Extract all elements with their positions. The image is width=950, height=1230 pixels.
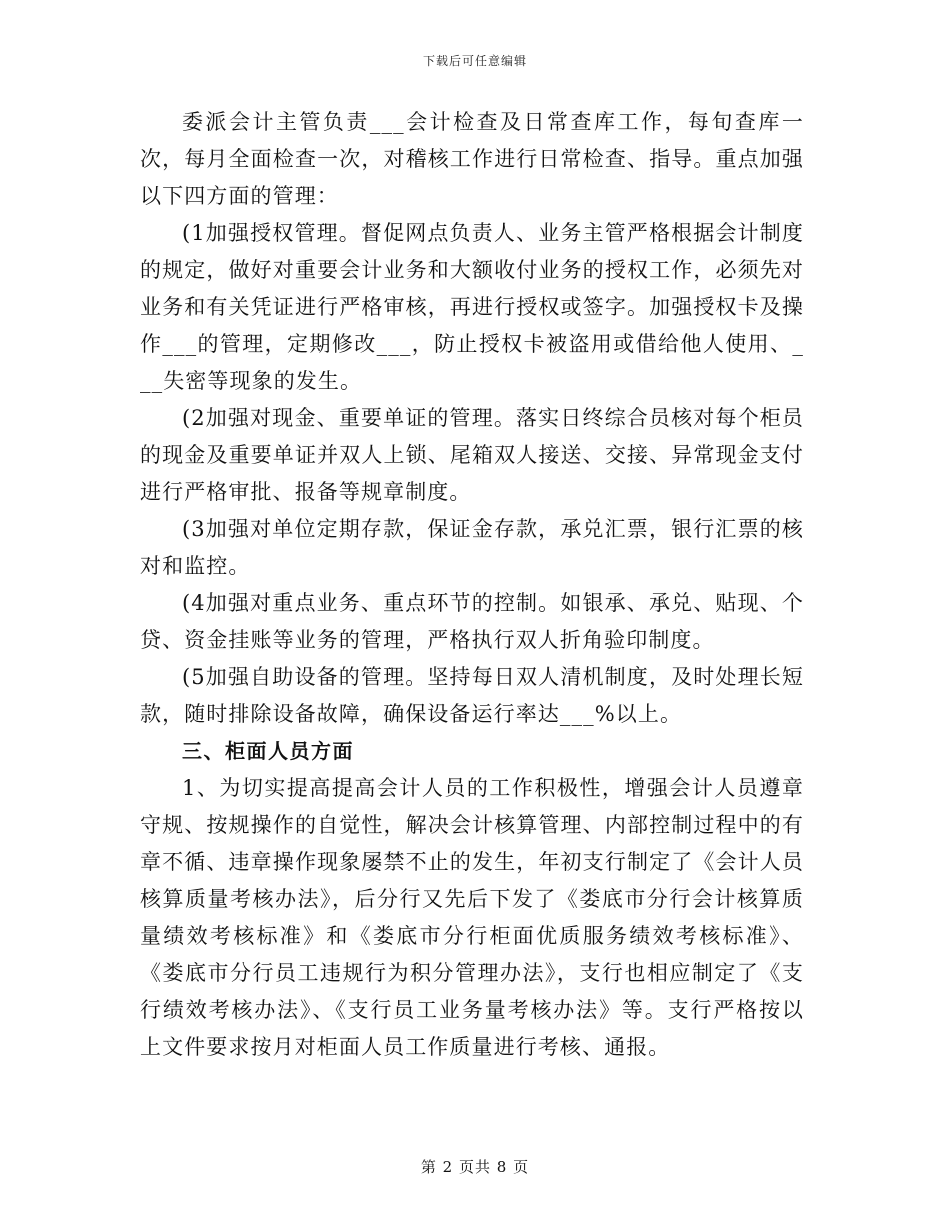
header-note: 下载后可任意编辑 bbox=[422, 54, 527, 68]
paragraph-staff-assessment: 1、为切实提高提高会计人员的工作积极性，增强会计人员遵章守规、按规操作的自觉性，解决会计核算管理、内部控制过程中的有章不循、违章操作现象屡禁不止的发生，年初支行制定了《会计人员核算质量考核办法》，后分行又先后下发了《娄底市分行会计核算质量绩效考核标准》和《娄底市分行柜面优质服务绩效考核标准》、《娄底市分行员工违规行为积分管理办法》，支行也相应制定了《支行绩效考核办法》、《支行员工业务量考核办法》等。支行严格按以上文件要求按月对柜面人员工作质量进行考核、通报。 bbox=[140, 776, 804, 1059]
section-heading-counter-staff: 三、柜面人员方面 bbox=[182, 739, 354, 763]
document-body bbox=[140, 104, 804, 1066]
paragraph-authorization-management: (1加强授权管理。督促网点负责人、业务主管严格根据会计制度的规定，做好对重要会计业务和大额收付业务的授权工作，必须先对业务和有关凭证进行严格审核，再进行授权或签字。加强授权卡及操作___的管理，定期修改___，防止授权卡被盗用或借给他人使用、___失密等现象的发生。 bbox=[140, 221, 804, 393]
paragraph-cash-documents: (2加强对现金、重要单证的管理。落实日终综合员核对每个柜员的现金及重要单证并双人上锁、尾箱双人接送、交接、异常现金支付进行严格审批、报备等规章制度。 bbox=[140, 406, 804, 504]
page-number-footer: 第 2 页共 8 页 bbox=[420, 1158, 530, 1176]
paragraph-audit-duties: 委派会计主管负责___会计检查及日常查库工作，每旬查库一次，每月全面检查一次，对稽核工作进行日常检查、指导。重点加强以下四方面的管理： bbox=[140, 110, 804, 208]
paragraph-self-service-devices: (5加强自助设备的管理。坚持每日双人清机制度，及时处理长短款，随时排除设备故障，确保设备运行率达___%以上。 bbox=[140, 665, 804, 726]
paragraph-key-business-control: (4加强对重点业务、重点环节的控制。如银承、承兑、贴现、个贷、资金挂账等业务的管理，严格执行双人折角验印制度。 bbox=[140, 591, 804, 652]
paragraph-deposits-monitoring: (3加强对单位定期存款，保证金存款，承兑汇票，银行汇票的核对和监控。 bbox=[140, 517, 804, 578]
